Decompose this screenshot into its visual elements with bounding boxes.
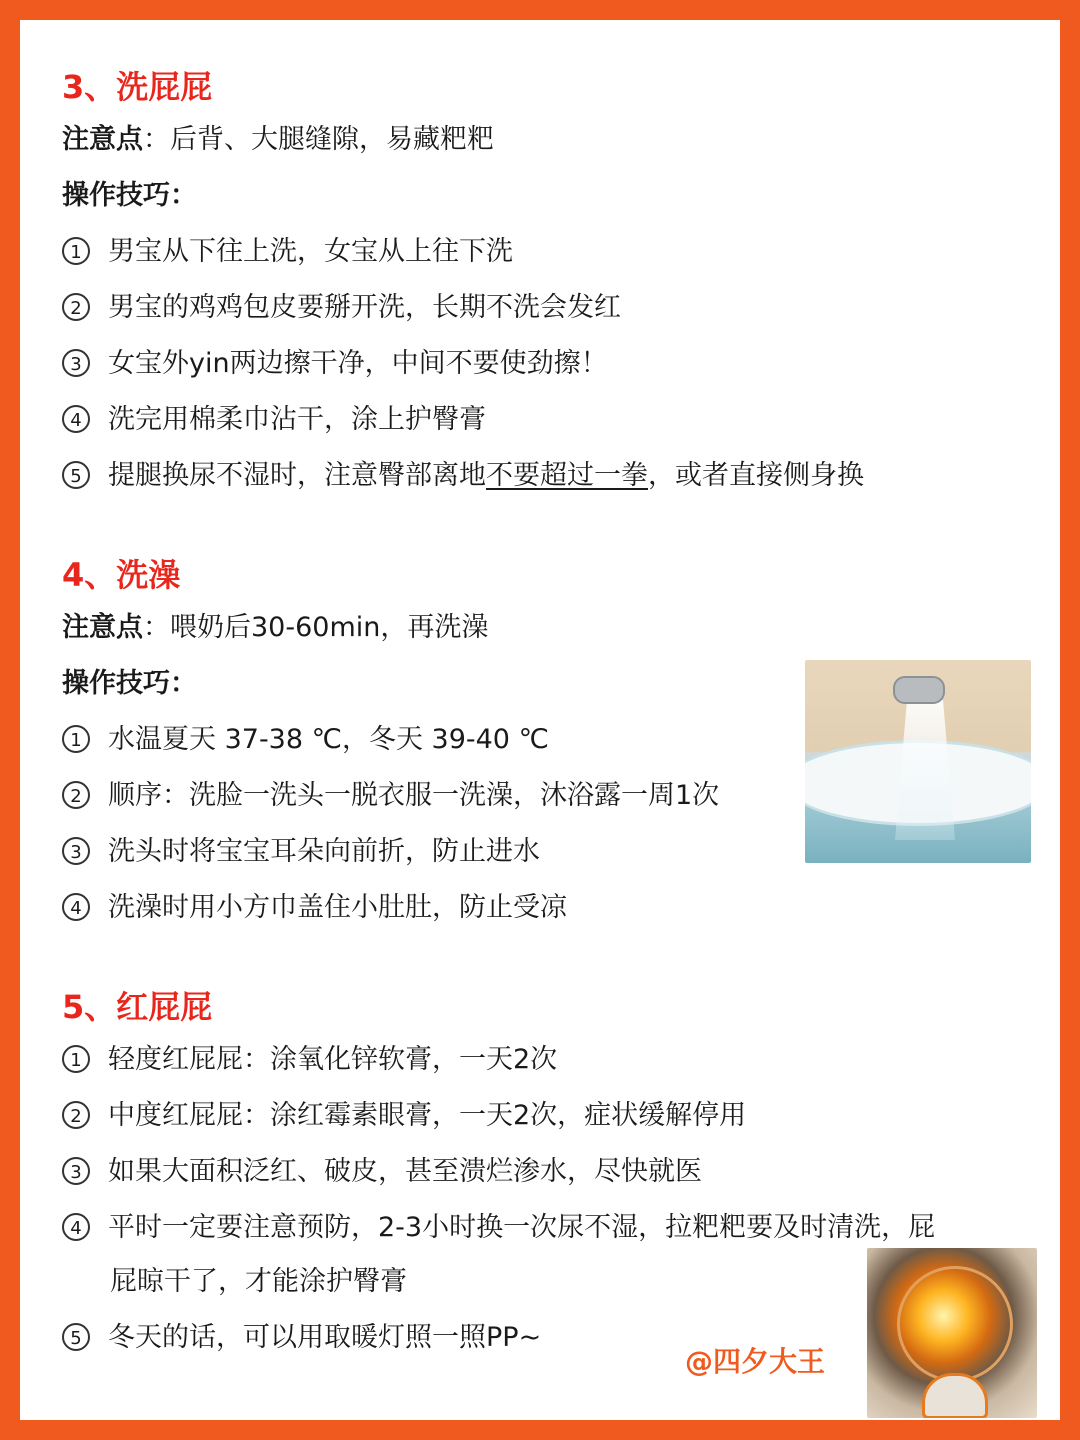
circled-number: 4 — [62, 1213, 90, 1241]
heater-grill-shape — [897, 1266, 1013, 1382]
content-card — [20, 20, 1060, 1420]
section-title-wash-bottom: 3、洗屁屁 — [62, 68, 213, 106]
water-stream-shape — [895, 700, 955, 840]
baby-bath-photo — [805, 660, 1031, 863]
item-text: 男宝的鸡鸡包皮要掰开洗，长期不洗会发红 — [108, 292, 621, 323]
shower-head-icon — [893, 676, 945, 704]
circled-number: 5 — [62, 1323, 90, 1351]
circled-number: 5 — [62, 461, 90, 489]
circled-number: 2 — [62, 293, 90, 321]
section-title-diaper-rash: 5、红屁屁 — [62, 988, 213, 1026]
note-text: ：喂奶后30-60min，再洗澡 — [143, 612, 489, 643]
list-item — [62, 1320, 541, 1356]
list-item — [62, 346, 608, 382]
circled-number: 3 — [62, 837, 90, 865]
heater-base-shape — [922, 1373, 988, 1418]
list-item — [62, 458, 864, 494]
item-text: 轻度红屁屁：涂氧化锌软膏，一天2次 — [108, 1044, 558, 1075]
item-text: ，或者直接侧身换 — [648, 460, 864, 491]
item-text: 洗头时将宝宝耳朵向前折，防止进水 — [108, 836, 540, 867]
list-item — [62, 234, 513, 270]
note-line — [62, 610, 488, 646]
circled-number: 3 — [62, 349, 90, 377]
circled-number: 2 — [62, 1101, 90, 1129]
author-watermark: @四夕大王 — [685, 1345, 826, 1378]
item-text-underlined: 不要超过一拳 — [486, 460, 648, 491]
tips-label: 操作技巧： — [62, 180, 197, 211]
list-item — [62, 722, 549, 758]
list-item — [62, 1042, 557, 1078]
item-text: 水温夏天 37-38 ℃，冬天 39-40 ℃ — [108, 724, 549, 755]
list-item — [62, 778, 719, 814]
circled-number: 3 — [62, 1157, 90, 1185]
item-text: 冬天的话，可以用取暖灯照一照PP~ — [108, 1322, 542, 1353]
note-text: ：后背、大腿缝隙，易藏粑粑 — [143, 124, 494, 155]
item-text: 顺序：洗脸一洗头一脱衣服一洗澡，沐浴露一周1次 — [108, 780, 720, 811]
circled-number: 1 — [62, 1045, 90, 1073]
note-label: 注意点 — [62, 124, 143, 155]
list-item — [62, 290, 621, 326]
list-item — [62, 1154, 702, 1190]
list-item-continuation: 屁晾干了，才能涂护臀膏 — [110, 1266, 407, 1297]
note-label: 注意点 — [62, 612, 143, 643]
item-text: 如果大面积泛红、破皮，甚至溃烂渗水，尽快就医 — [108, 1156, 702, 1187]
circled-number: 1 — [62, 237, 90, 265]
item-text: 女宝外yin两边擦干净，中间不要使劲擦！ — [108, 348, 608, 379]
tips-label: 操作技巧： — [62, 668, 197, 699]
list-item — [62, 834, 540, 870]
item-text: 洗澡时用小方巾盖住小肚肚，防止受凉 — [108, 892, 567, 923]
item-text: 平时一定要注意预防，2-3小时换一次尿不湿，拉粑粑要及时清洗，屁 — [108, 1212, 936, 1243]
item-text: 提腿换尿不湿时，注意臀部离地 — [108, 460, 486, 491]
section-title-bath: 4、洗澡 — [62, 556, 181, 594]
circled-number: 4 — [62, 405, 90, 433]
circled-number: 1 — [62, 725, 90, 753]
item-text: 洗完用棉柔巾沾干，涂上护臀膏 — [108, 404, 486, 435]
item-text: 中度红屁屁：涂红霉素眼膏，一天2次，症状缓解停用 — [108, 1100, 747, 1131]
list-item — [62, 402, 486, 438]
list-item — [62, 1210, 935, 1246]
circled-number: 2 — [62, 781, 90, 809]
circled-number: 4 — [62, 893, 90, 921]
list-item — [62, 1098, 746, 1134]
item-text: 男宝从下往上洗，女宝从上往下洗 — [108, 236, 513, 267]
note-line — [62, 122, 494, 158]
list-item — [62, 890, 567, 926]
space-heater-photo — [867, 1248, 1037, 1418]
